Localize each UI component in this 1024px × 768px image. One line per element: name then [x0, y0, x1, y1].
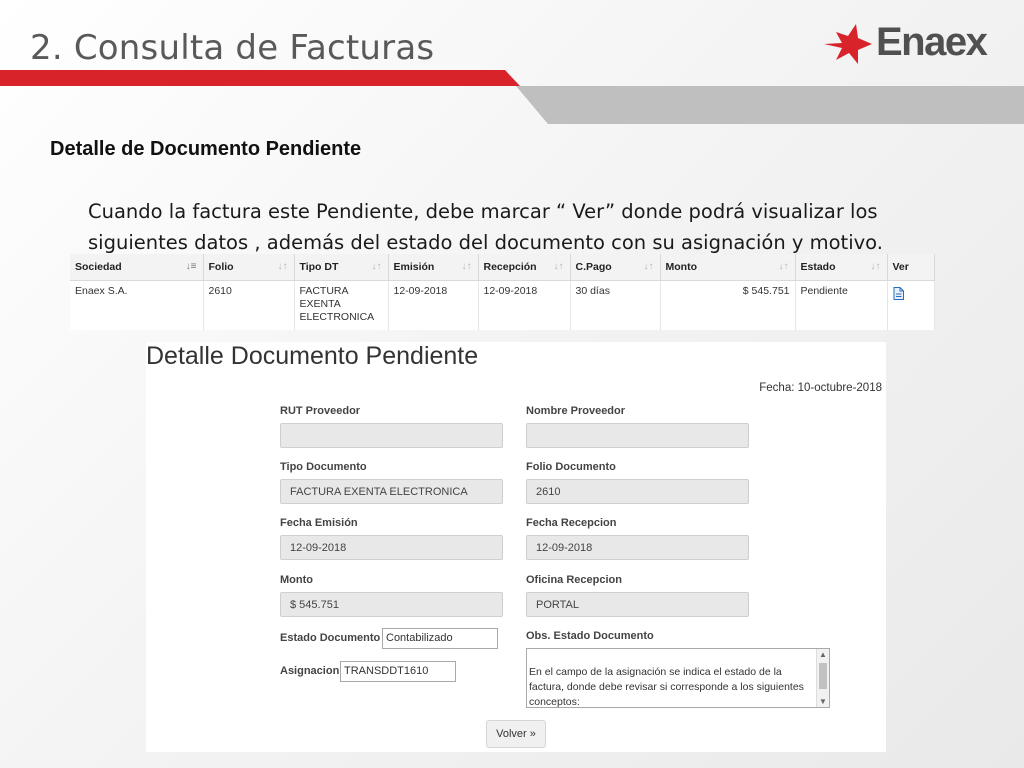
detail-panel — [146, 342, 886, 752]
col-header-recepcion[interactable]: Recepción ↓↑ — [478, 254, 570, 281]
date-label: Fecha: 10-octubre-2018 — [759, 382, 882, 394]
sort-icon[interactable]: ↓↑ — [553, 261, 564, 272]
cell-recepcion: 12-09-2018 — [478, 281, 570, 331]
asignacion-label: Asignacion — [280, 665, 340, 677]
tipo-field[interactable]: FACTURA EXENTA ELECTRONICA — [280, 479, 503, 504]
estado-field[interactable]: Contabilizado — [382, 628, 498, 649]
oficina-label: Oficina Recepcion — [526, 574, 622, 586]
nombre-label: Nombre Proveedor — [526, 405, 626, 417]
monto-label: Monto — [280, 574, 313, 586]
asignacion-field[interactable]: TRANSDDT1610 — [340, 661, 456, 682]
sort-icon[interactable]: ↓↑ — [371, 261, 382, 272]
cell-tipo-dt: FACTURA EXENTA ELECTRONICA — [294, 281, 388, 331]
folio-field[interactable]: 2610 — [526, 479, 749, 504]
star-icon — [818, 22, 874, 66]
emision-field[interactable]: 12-09-2018 — [280, 535, 503, 560]
sort-icon[interactable]: ↓↑ — [870, 261, 881, 272]
scroll-thumb[interactable] — [819, 663, 827, 689]
cell-ver — [887, 281, 934, 331]
obs-label: Obs. Estado Documento — [526, 630, 654, 642]
estado-label: Estado Documento — [280, 632, 381, 644]
sort-desc-icon[interactable]: ↓≡ — [185, 261, 197, 272]
tipo-label: Tipo Documento — [280, 461, 367, 473]
table-header-row — [70, 254, 934, 281]
table-row — [70, 281, 934, 331]
scroll-up-icon[interactable]: ▲ — [819, 650, 827, 659]
volver-button[interactable]: Volver » — [486, 720, 546, 748]
obs-textarea[interactable] — [526, 648, 830, 708]
cell-sociedad: Enaex S.A. — [70, 281, 203, 331]
scroll-down-icon[interactable]: ▼ — [819, 697, 827, 706]
cell-c-pago: 30 días — [570, 281, 660, 331]
col-header-emision[interactable]: Emisión ↓↑ — [388, 254, 478, 281]
section-heading: Detalle de Documento Pendiente — [50, 138, 362, 160]
col-header-monto[interactable]: Monto ↓↑ — [660, 254, 795, 281]
col-header-tipo-dt[interactable]: Tipo DT ↓↑ — [294, 254, 388, 281]
col-header-estado[interactable]: Estado ↓↑ — [795, 254, 887, 281]
obs-scrollbar[interactable] — [816, 649, 829, 707]
sort-icon[interactable]: ↓↑ — [778, 261, 789, 272]
gray-accent-bar — [516, 86, 1024, 124]
cell-estado: Pendiente — [795, 281, 887, 331]
sort-icon[interactable]: ↓↑ — [643, 261, 654, 272]
nombre-field[interactable] — [526, 423, 749, 448]
rut-label: RUT Proveedor — [280, 405, 361, 417]
monto-field[interactable]: $ 545.751 — [280, 592, 503, 617]
col-header-c-pago[interactable]: C.Pago ↓↑ — [570, 254, 660, 281]
panel-title: Detalle Documento Pendiente — [146, 342, 479, 370]
intro-paragraph: Cuando la factura este Pendiente, debe marcar “ Ver” donde podrá visualizar los siguientes datos , además del estado del documento con su asignación y motivo. — [88, 200, 883, 254]
red-accent-bar — [0, 70, 520, 86]
recepcion-label: Fecha Recepcion — [526, 517, 617, 529]
enaex-logo — [818, 22, 1008, 66]
sort-icon[interactable]: ↓↑ — [277, 261, 288, 272]
col-header-folio[interactable]: Folio ↓↑ — [203, 254, 294, 281]
slide-title: 2. Consulta de Facturas — [30, 28, 435, 68]
results-table — [70, 254, 935, 330]
folio-label: Folio Documento — [526, 461, 616, 473]
document-icon[interactable] — [893, 287, 904, 304]
oficina-field[interactable]: PORTAL — [526, 592, 749, 617]
sort-icon[interactable]: ↓↑ — [461, 261, 472, 272]
recepcion-field[interactable]: 12-09-2018 — [526, 535, 749, 560]
cell-emision: 12-09-2018 — [388, 281, 478, 331]
rut-field[interactable] — [280, 423, 503, 448]
cell-monto: $ 545.751 — [660, 281, 795, 331]
cell-folio: 2610 — [203, 281, 294, 331]
col-header-ver: Ver — [887, 254, 934, 281]
logo-text: Enaex — [876, 20, 987, 64]
col-header-sociedad[interactable]: Sociedad ↓≡ — [70, 254, 203, 281]
emision-label: Fecha Emisión — [280, 517, 358, 529]
obs-text: En el campo de la asignación se indica el estado de la factura, donde debe revisar si corresponde a los siguientes conceptos: — [529, 666, 804, 708]
